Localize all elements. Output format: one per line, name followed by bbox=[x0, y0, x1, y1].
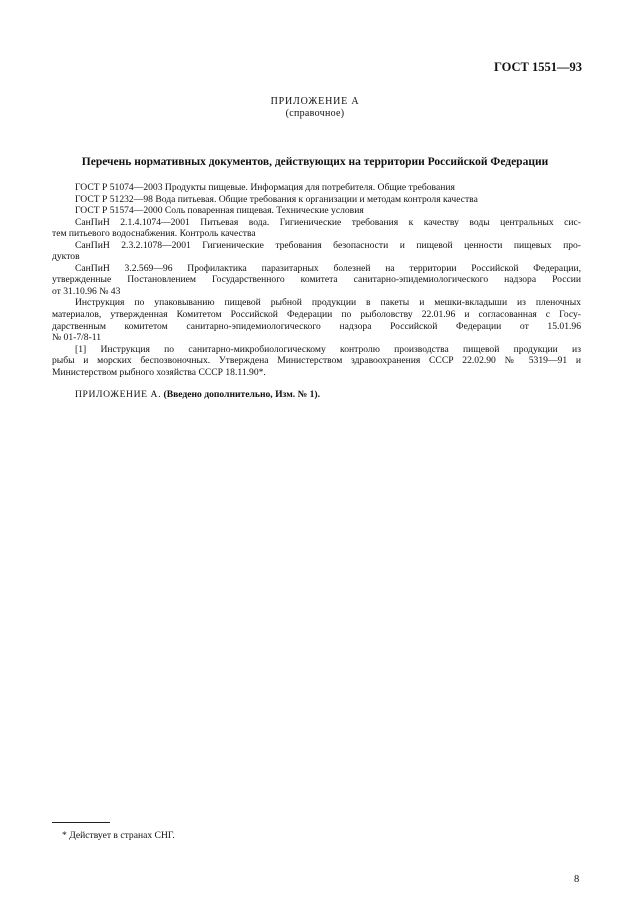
list-item-cont: материалов, утвержденная Комитетом Российской Федерации по рыболовству 22.01.96 и согласованная с Госу- bbox=[52, 309, 581, 321]
document-list bbox=[52, 182, 581, 401]
footnote: * Действует в странах СНГ. bbox=[62, 830, 175, 841]
list-item: ГОСТ Р 51232—98 Вода питьевая. Общие требования к организации и методам контроля качества bbox=[75, 193, 478, 205]
footnote-divider bbox=[52, 822, 110, 823]
list-item-cont: дарственным комитетом санитарно-эпидемиологического надзора Российской Федерации от 15.01.96 bbox=[52, 320, 581, 332]
list-item: Инструкция по упаковыванию пищевой рыбной продукции в пакеты и мешки-вкладыши из пленочных bbox=[75, 297, 581, 309]
section-title: Перечень нормативных документов, действующих на территории Российской Федерации bbox=[81, 156, 549, 168]
list-item: [1] Инструкция по санитарно-микробиологическому контролю производства пищевой продукции из bbox=[75, 343, 581, 355]
list-item-cont: тем питьевого водоснабжения. Контроль качества bbox=[52, 228, 256, 240]
document-code: ГОСТ 1551—93 bbox=[493, 60, 582, 74]
list-item: СанПиН 3.2.569—96 Профилактика паразитарных болезней на территории Российской Федерации, bbox=[75, 262, 581, 274]
list-item: СанПиН 2.1.4.1074—2001 Питьевая вода. Гигиенические требования к качеству воды центральных сис- bbox=[75, 216, 581, 228]
amendment-label: ПРИЛОЖЕНИЕ А. bbox=[75, 389, 162, 401]
list-item-cont: дуктов bbox=[52, 251, 80, 263]
appendix-subtitle: (справочное) bbox=[285, 108, 345, 119]
amendment-note bbox=[52, 389, 581, 401]
list-item-cont: от 31.10.96 № 43 bbox=[52, 285, 121, 297]
list-item-cont: рыбы и морских беспозвоночных. Утверждена Министерством здравоохранения СССР 22.02.90 № 5319—91 и bbox=[52, 355, 581, 367]
list-item: ГОСТ Р 51074—2003 Продукты пищевые. Информация для потребителя. Общие требования bbox=[75, 182, 455, 193]
list-item: СанПиН 2.3.2.1078—2001 Гигиенические требования безопасности и пищевой ценности пищевых про- bbox=[75, 239, 581, 251]
list-item: ГОСТ Р 51574—2000 Соль поваренная пищевая. Технические условия bbox=[75, 205, 364, 217]
amendment-text: (Введено дополнительно, Изм. № 1). bbox=[163, 389, 321, 401]
list-item-cont: № 01-7/8-11 bbox=[52, 332, 102, 344]
appendix-label: ПРИЛОЖЕНИЕ А bbox=[270, 96, 360, 107]
page-number: 8 bbox=[574, 874, 580, 885]
list-item-cont: утвержденные Постановлением Государственного комитета санитарно-эпидемиологического надзора России bbox=[52, 274, 581, 286]
list-item-cont: Министерством рыбного хозяйства СССР 18.11.90*. bbox=[52, 366, 266, 378]
